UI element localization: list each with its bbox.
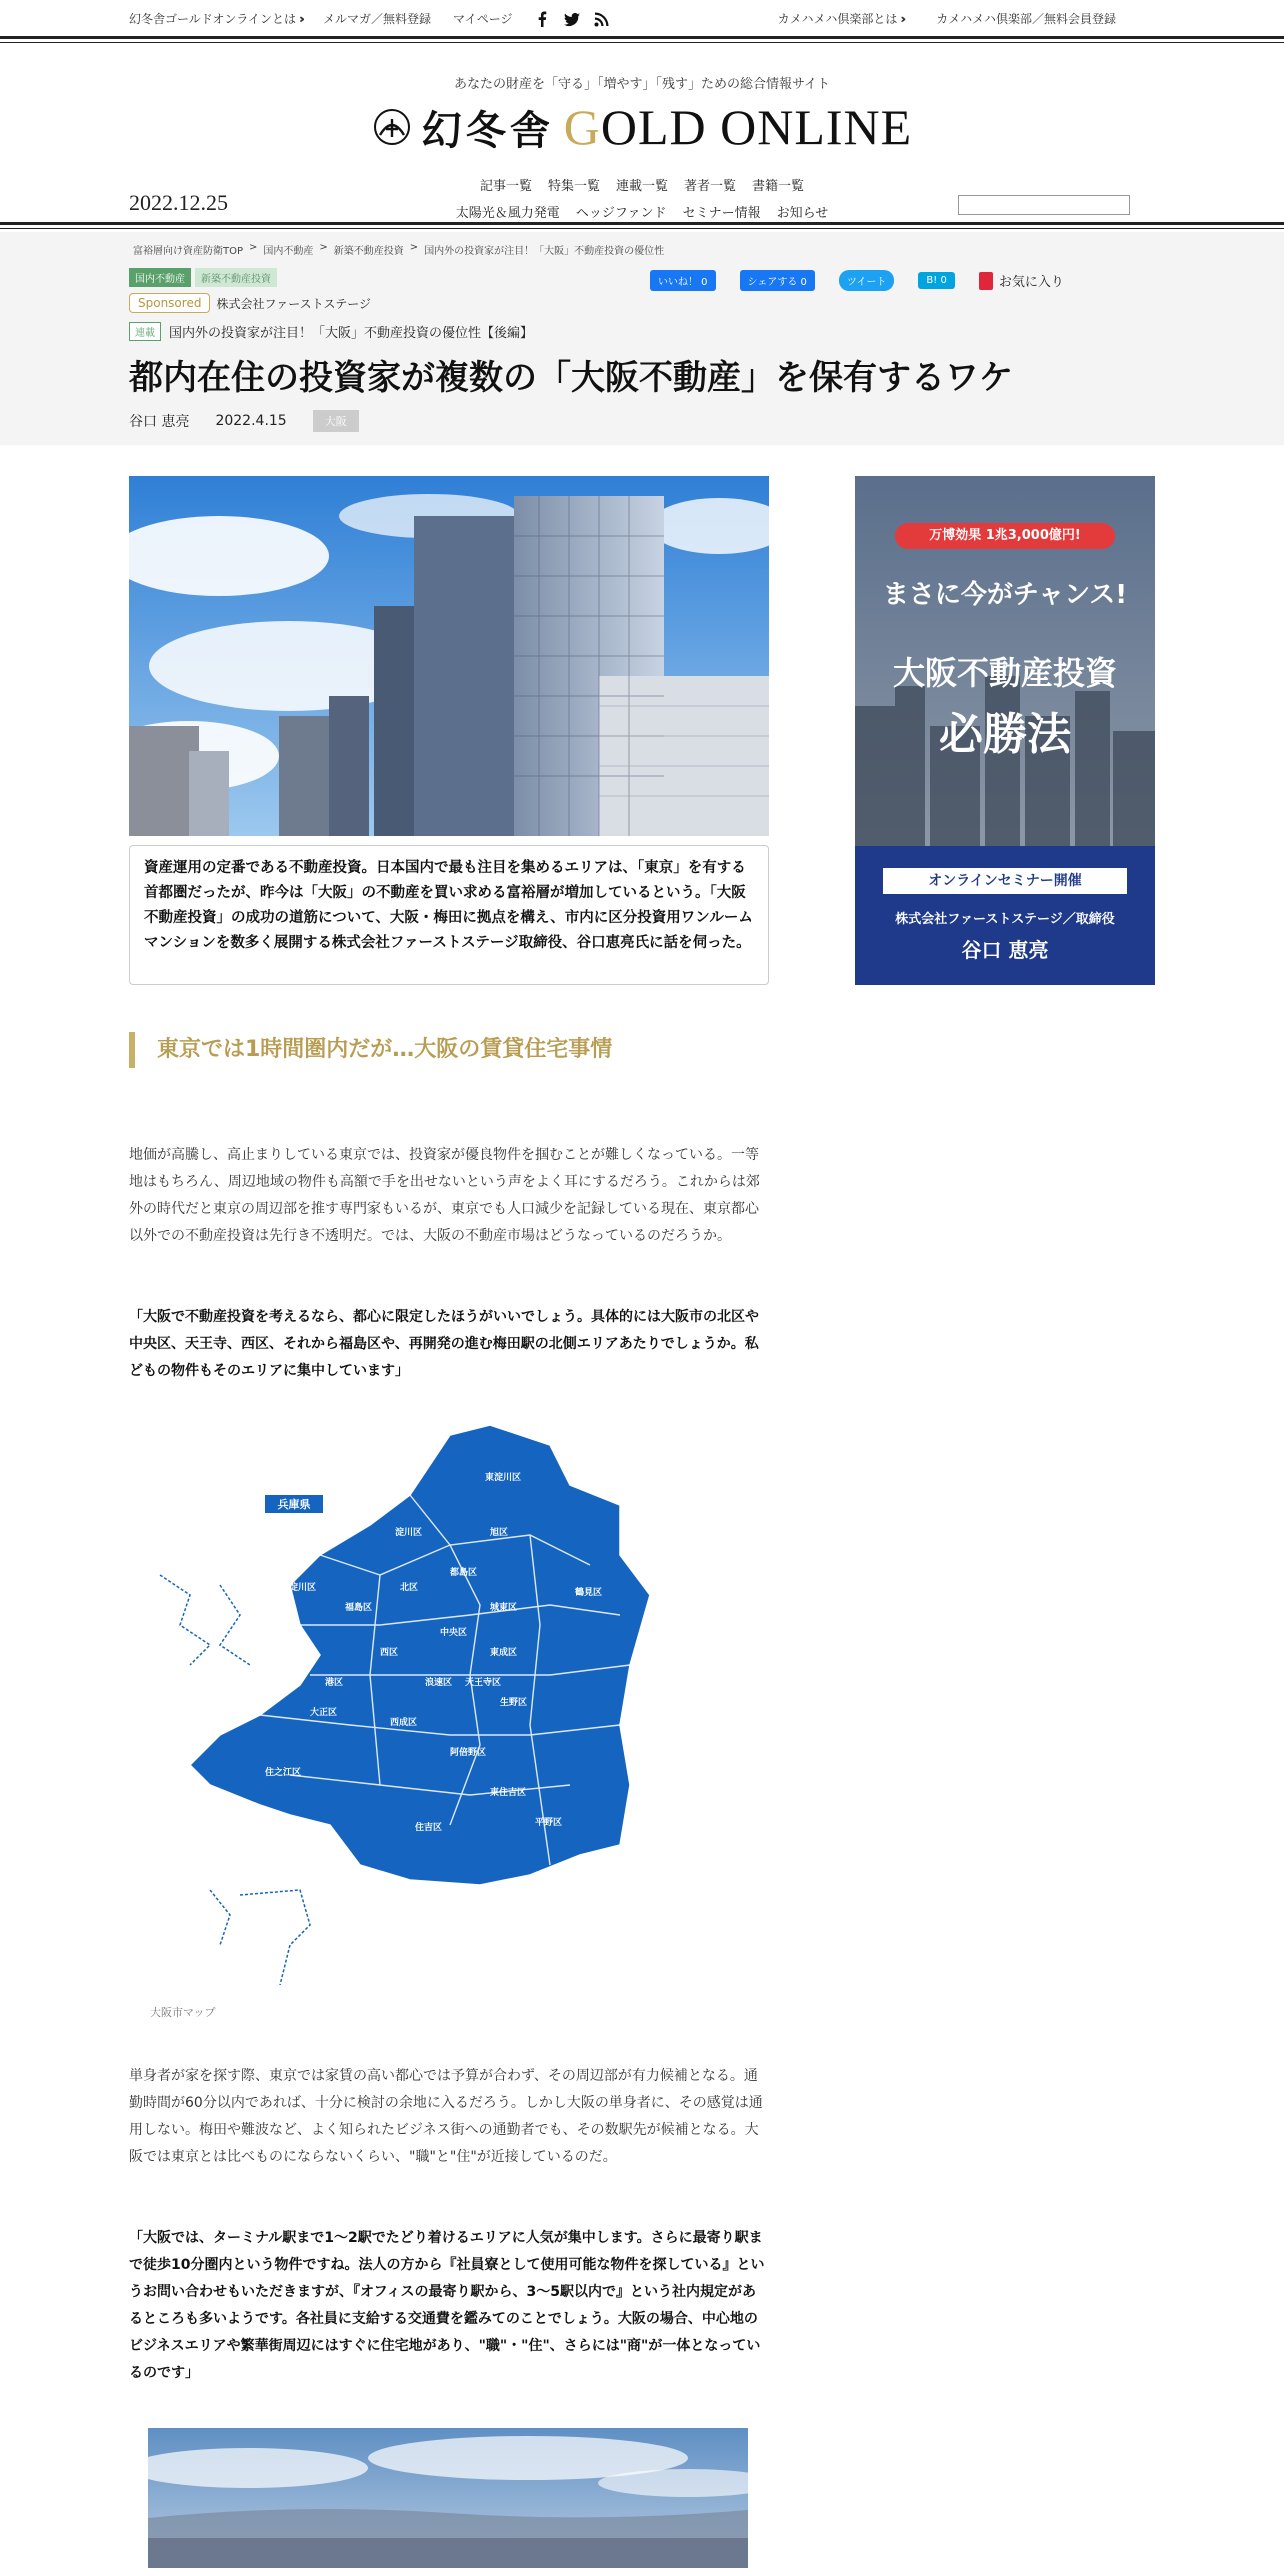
osaka-city-map bbox=[150, 1425, 730, 1990]
map-ward-label: 天王寺区 bbox=[465, 1678, 502, 1688]
breadcrumb-separator: > bbox=[319, 242, 328, 253]
sidebar-ad-banner[interactable] bbox=[855, 476, 1155, 985]
logo-text-en: GOLD ONLINE bbox=[563, 99, 913, 155]
article-tags bbox=[129, 268, 277, 287]
top-utility-bar bbox=[0, 0, 1284, 36]
article-title: 都内在住の投資家が複数の「大阪不動産」を保有するワケ bbox=[129, 358, 1013, 398]
map-caption: 大阪市マップ bbox=[150, 2006, 216, 2019]
series-label: 連載 bbox=[129, 322, 161, 341]
map-ward-label: 東住吉区 bbox=[490, 1788, 527, 1798]
map-ward-label: 平野区 bbox=[535, 1818, 563, 1828]
ad-seminar-label: オンラインセミナー開催 bbox=[883, 868, 1127, 894]
map-ward-label: 西淀川区 bbox=[280, 1583, 317, 1593]
map-ward-label: 西成区 bbox=[390, 1718, 418, 1728]
newsletter-link[interactable]: メルマガ／無料登録 bbox=[322, 12, 431, 26]
ad-person: 谷口 恵亮 bbox=[961, 938, 1049, 962]
map-prefecture-label: 兵庫県 bbox=[277, 1498, 311, 1511]
rss-icon[interactable] bbox=[594, 11, 610, 27]
area-tag[interactable]: 大阪 bbox=[313, 410, 359, 432]
header-rule-top bbox=[0, 36, 1284, 43]
facebook-like-button[interactable]: いいね！ 0 bbox=[650, 270, 716, 291]
map-ward-label: 港区 bbox=[325, 1678, 344, 1688]
map-ward-label: 東成区 bbox=[490, 1648, 518, 1658]
mypage-link[interactable]: マイページ bbox=[452, 12, 513, 26]
map-ward-label: 鶴見区 bbox=[575, 1588, 603, 1598]
article-byline bbox=[129, 410, 359, 432]
hatena-bookmark-button[interactable]: B! 0 bbox=[918, 272, 954, 289]
current-date: 2022.12.25 bbox=[129, 190, 228, 215]
bookmark-icon bbox=[979, 272, 993, 290]
facebook-icon[interactable] bbox=[534, 11, 550, 27]
breadcrumb-item[interactable]: 国内不動産 bbox=[263, 246, 314, 257]
breadcrumb-item[interactable]: 富裕層向け資産防衛TOP bbox=[133, 246, 244, 257]
author-link[interactable]: 谷口 恵亮 bbox=[129, 414, 190, 430]
nav-link[interactable]: 書籍一覧 bbox=[752, 179, 805, 194]
nav-link[interactable]: お知らせ bbox=[776, 206, 829, 221]
breadcrumb-item[interactable]: 新築不動産投資 bbox=[333, 246, 404, 257]
ad-title-line2: 必勝法 bbox=[939, 709, 1071, 760]
search-input[interactable] bbox=[958, 195, 1130, 215]
sponsor-company: 株式会社ファーストステージ bbox=[216, 296, 372, 311]
map-ward-label: 都島区 bbox=[450, 1568, 478, 1578]
breadcrumb-separator: > bbox=[249, 242, 258, 253]
map-ward-label: 住吉区 bbox=[415, 1823, 443, 1833]
social-links bbox=[534, 11, 610, 27]
map-ward-label: 住之江区 bbox=[265, 1768, 302, 1778]
map-ward-label: 淀川区 bbox=[395, 1528, 423, 1538]
nav-link[interactable]: ヘッジファンド bbox=[575, 206, 667, 221]
map-ward-label: 浪速区 bbox=[425, 1678, 453, 1688]
hero-image bbox=[129, 476, 769, 836]
tweet-button[interactable]: ツイート bbox=[839, 270, 895, 291]
club-signup-link[interactable]: カメハメハ倶楽部／無料会員登録 bbox=[936, 12, 1116, 26]
ad-company: 株式会社ファーストステージ／取締役 bbox=[895, 912, 1115, 927]
map-ward-label: 阿倍野区 bbox=[450, 1748, 487, 1758]
interview-quote-1: 「大阪で不動産投資を考えるなら、都心に限定したほうがいいでしょう。具体的には大阪市の北区や中央区、天王寺、西区、それから福島区や、再開発の進む梅田駅の北側エリアあたりでしょうか。私どもの物件もそのエリアに集中しています」 bbox=[129, 1309, 759, 1379]
map-ward-label: 此花区 bbox=[265, 1683, 293, 1693]
ad-headline: まさに今がチャンス! bbox=[882, 580, 1128, 610]
osaka-skyline-photo bbox=[148, 2428, 748, 2568]
map-ward-label: 福島区 bbox=[345, 1603, 373, 1613]
sponsored-badge: Sponsored bbox=[129, 293, 210, 313]
map-ward-label: 北区 bbox=[400, 1583, 419, 1593]
twitter-icon[interactable] bbox=[564, 11, 580, 27]
interview-quote-2: 「大阪では、ターミナル駅まで1～2駅でたどり着けるエリアに人気が集中します。さらに最寄り駅まで徒歩10分圏内という物件ですね。法人の方から『社員寮として使用可能な物件を探している』というお問い合わせもいただきますが、『オフィスの最寄り駅から、3～5駅以内で』という社内規定があるところも多いようです。各社員に支給する交通費を鑑みてのことでしょう。大阪の場合、中心地のビジネスエリアや繁華街周辺にはすぐに住宅地があり、"職"・"住"、さらには"商"が一体となっているのです」 bbox=[129, 2230, 765, 2381]
section-heading: 東京では1時間圏内だが…大阪の賃貸住宅事情 bbox=[129, 1032, 769, 1068]
map-ward-label: 生野区 bbox=[500, 1698, 528, 1708]
about-link[interactable]: 幻冬舎ゴールドオンラインとは ›› bbox=[129, 12, 301, 26]
breadcrumb-separator: > bbox=[409, 242, 419, 253]
favorite-button[interactable]: お気に入り bbox=[979, 271, 1064, 290]
map-ward-label: 大正区 bbox=[310, 1708, 338, 1718]
site-tagline: あなたの財産を「守る」「増やす」「残す」ための総合情報サイト bbox=[453, 77, 831, 92]
ad-badge: 万博効果 1兆3,000億円! bbox=[895, 523, 1115, 549]
map-ward-label: 城東区 bbox=[490, 1603, 518, 1613]
publish-date: 2022.4.15 bbox=[215, 413, 287, 429]
series-info bbox=[129, 322, 533, 341]
nav-link[interactable]: 著者一覧 bbox=[684, 179, 737, 194]
tag-new-build-investment[interactable]: 新築不動産投資 bbox=[195, 268, 277, 287]
facebook-share-button[interactable]: シェアする 0 bbox=[740, 270, 815, 291]
ad-title-line1: 大阪不動産投資 bbox=[892, 654, 1117, 692]
logo-mark-icon bbox=[372, 107, 412, 147]
map-ward-label: 旭区 bbox=[490, 1528, 509, 1538]
sponsor-info bbox=[129, 293, 371, 313]
share-buttons bbox=[650, 270, 1064, 291]
nav-link[interactable]: 太陽光＆風力発電 bbox=[455, 206, 560, 221]
body-paragraph-1: 地価が高騰し、高止まりしている東京では、投資家が優良物件を掴むことが難しくなっている。一等地はもちろん、周辺地域の物件も高額で手を出せないという声をよく耳にするだろう。これからは郊外の時代だと東京の周辺部を推す専門家もいるが、東京でも人口減少を記録している現在、東京都心以外での不動産投資は先行き不透明だ。では、大阪の不動産市場はどうなっているのだろうか。 bbox=[129, 1147, 760, 1244]
map-ward-label: 西区 bbox=[380, 1648, 399, 1658]
article-lead: 資産運用の定番である不動産投資。日本国内で最も注目を集めるエリアは、「東京」を有する首都圏だったが、昨今は「大阪」の不動産を買い求める富裕層が増加しているという。「大阪不動産投資」の成功の道筋について、大阪・梅田に拠点を構え、市内に区分投資用ワンルームマンションを数多く展開する株式会社ファーストステージ取締役、谷口恵亮氏に話を伺った。 bbox=[129, 845, 769, 985]
tag-domestic-realestate[interactable]: 国内不動産 bbox=[129, 268, 191, 287]
site-logo[interactable] bbox=[0, 98, 1284, 156]
map-ward-label: 東淀川区 bbox=[485, 1473, 522, 1483]
breadcrumb bbox=[133, 242, 664, 257]
nav-link[interactable]: 記事一覧 bbox=[479, 179, 532, 194]
logo-text-jp: 幻冬舎 bbox=[421, 106, 554, 154]
map-ward-label: 中央区 bbox=[440, 1628, 468, 1638]
nav-link[interactable]: セミナー情報 bbox=[682, 206, 761, 221]
nav-link[interactable]: 特集一覧 bbox=[547, 179, 600, 194]
club-about-link[interactable]: カメハメハ倶楽部とは ›› bbox=[777, 12, 903, 26]
header-rule-bottom bbox=[0, 222, 1284, 229]
body-paragraph-2: 単身者が家を探す際、東京では家賃の高い都心では予算が合わず、その周辺部が有力候補となる。通勤時間が60分以内であれば、十分に検討の余地に入るだろう。しかし大阪の単身者に、その感覚は通用しない。梅田や難波など、よく知られたビジネス街への通勤者でも、その数駅先が候補となる。大阪では東京とは比べものにならないくらい、"職"と"住"が近接しているのだ。 bbox=[129, 2068, 763, 2165]
nav-link[interactable]: 連載一覧 bbox=[615, 179, 668, 194]
series-title-link[interactable]: 国内外の投資家が注目！「大阪」不動産投資の優位性【後編】 bbox=[169, 326, 534, 341]
breadcrumb-item[interactable]: 国内外の投資家が注目！「大阪」不動産投資の優位性 bbox=[424, 246, 665, 257]
